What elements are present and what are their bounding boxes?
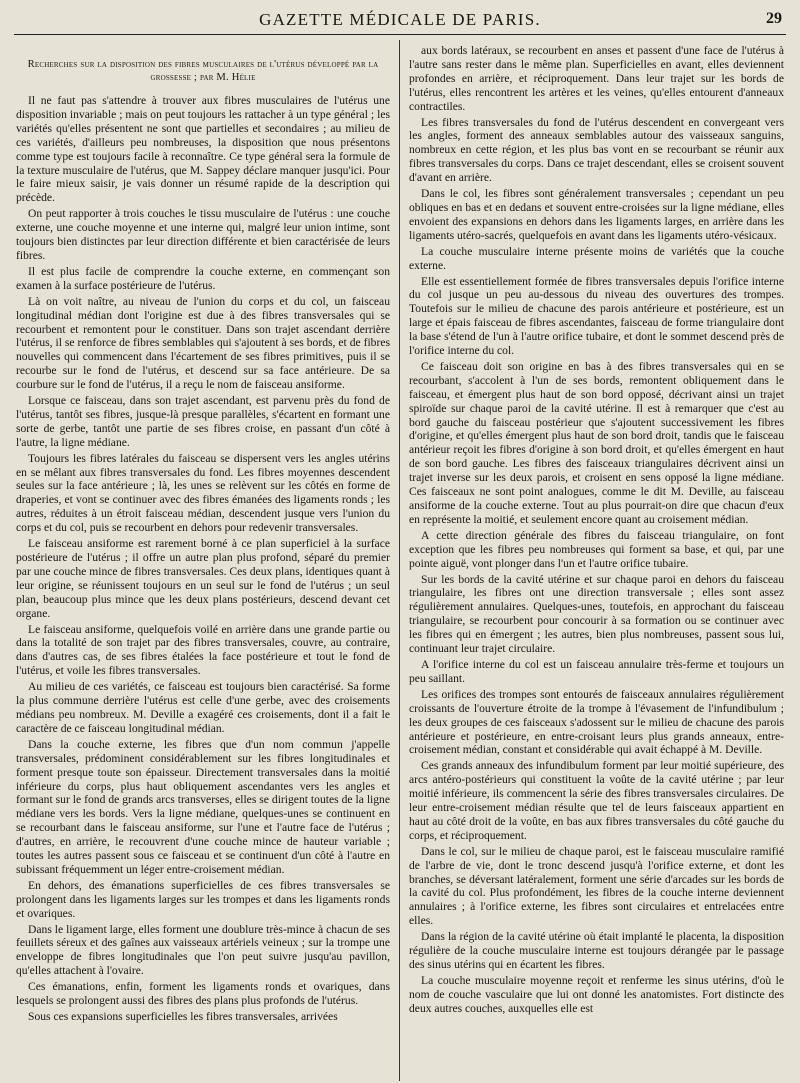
left-column [16, 44, 390, 1081]
paragraph: Sur les bords de la cavité utérine et sur chaque paroi en dehors du faisceau triangulaire, les fibres ont une direction transversale ; elles sont assez régulièrement annulaires. Quelques-unes, toutefois, en approchant du faisceau triangulaire, se recourbent pour concourir à sa formation ou se continuer avec les fibres qui en émergent ; les autres, bien plus nombreuses, passent sous lui, continuant leur trajet circulaire. [409, 572, 784, 656]
paragraph: A cette direction générale des fibres du faisceau triangulaire, on font exception que les fibres peu nombreuses qui forment sa base, et qui, par une pointe aiguë, vont plonger dans l'un et l'autre orifice tubaire. [409, 528, 784, 570]
paragraph: En dehors, des émanations superficielles de ces fibres transversales se prolongent dans les ligaments larges sur les trompes et dans les ligaments ronds et ovariques. [16, 878, 390, 920]
paragraph: Dans le col, les fibres sont généralement transversales ; cependant un peu obliques en bas et en dedans et souvent entre-croisées sur la ligne médiane, elles envoient des expansions en dehors dans les ligaments larges, en arrière dans les ligaments utéro-sacrés, quelquefois en avant dans les ligaments utéro-vésicaux. [409, 187, 784, 242]
column-divider [399, 40, 400, 1081]
paragraph: Toujours les fibres latérales du faisceau se dispersent vers les angles utérins en se mêlant aux fibres transversales du fond. Les fibres moyennes descendent seules sur la face antérieure ; là, les unes se relèvent sur les côtés en forme de draperies, et vont se continuer avec des fibres émanées des ligaments ronds ; les autres, réduites à un étroit faisceau médian, descendent jusque vers l'union du corps et du col, puis se recourbent en dehors pour redevenir transversales. [16, 451, 390, 535]
paragraph: A l'orifice interne du col est un faisceau annulaire très-ferme et toujours un peu saillant. [409, 657, 784, 685]
paragraph: Dans la couche externe, les fibres que d'un nom commun j'appelle transversales, prédominent considérablement sur les fibres longitudinales et forment presque toute son épaisseur. Directement transversales dans la moitié inférieure du corps, plus haut obliquement ascendantes vers les angles et formant sur le fond de grands arcs transverses, elles se dirigent toutes de la ligne médiane vers les bords. Vers la ligne médiane, quelques-unes se continuent en se recourbant dans le faisceau ansiforme, sur l'une et l'autre face de l'utérus ; d'autres, en arrière, le recouvrent d'une couche mince de hauteur variable ; toutes les autres passent sous ce faisceau et se continuent d'un côté à l'autre en subissant fréquemment un léger entre-croisement médian. [16, 737, 390, 876]
paragraph: Le faisceau ansiforme est rarement borné à ce plan superficiel à la surface postérieure de l'utérus ; il offre un autre plan plus profond, séparé du premier par une couche mince de fibres transversales. Ces deux plans, identiques quant à leur origine, se réunissent toujours en un seul sur le fond de l'utérus ; un seul plan, beaucoup plus mince que les deux plans postérieurs, descend devant cet organe. [16, 537, 390, 620]
paragraph: Elle est essentiellement formée de fibres transversales depuis l'orifice interne du col jusque un peu au-dessous du niveau des ouvertures des trompes. Toutefois sur le milieu de chacune des parois antérieure et postérieure, est un large et épais faisceau de fibres ascendantes, faisceau de forme triangulaire dont la base s'étend de l'un à l'autre orifice tubaire, et dont le sommet descend près de l'orifice interne du col. [409, 274, 784, 358]
paragraph: Dans le ligament large, elles forment une doublure très-mince à chacun de ses feuillets séreux et des gaînes aux vaisseaux artériels veineux ; sur la trompe une enveloppe de fibres longitudinales que l'on peut suivre jusqu'au pavillon, qu'elles attachent à l'ovaire. [16, 922, 390, 978]
article-title: Recherches sur la disposition des fibres musculaires de l'utérus développé par la grossesse ; par M. Hélie [27, 59, 379, 83]
paragraph: On peut rapporter à trois couches le tissu musculaire de l'utérus : une couche externe, une couche moyenne et une interne qui, malgré leur union intime, sont toujours bien distinctes par leur direction différente et bien caractérisée de leurs fibres. [16, 207, 390, 262]
paragraph: aux bords latéraux, se recourbent en anses et passent d'une face de l'utérus à l'autre sans rester dans le même plan. Superficielles en avant, elles deviennent profondes en arrière, et réciproquement. Dans leur trajet sur les bords de l'utérus, elles rencontrent les artères et les veines, qu'elles entourent d'anneaux contractiles. [409, 44, 784, 113]
paragraph: Dans la région de la cavité utérine où était implanté le placenta, la disposition régulière de la couche musculaire interne est toujours dérangée par le passage des sinus utérins qui en écartent les fibres. [409, 930, 784, 971]
paragraph: Ces émanations, enfin, forment les ligaments ronds et ovariques, dans lesquels se prolongent aussi des fibres des plans plus profonds de l'utérus. [16, 980, 390, 1008]
paragraph: Il est plus facile de comprendre la couche externe, en commençant son examen à la surface postérieure de l'utérus. [16, 264, 390, 292]
page-number: 29 [766, 10, 782, 27]
paragraph: Les fibres transversales du fond de l'utérus descendent en convergeant vers les angles, forment des anneaux semblables autour des vaisseaux sanguins, nombreux en cette région, et les plus bas vont en se recourbant se réunir aux fibres transversales du corps. Dans ce trajet descendant, elles se croisent souvent d'avant en arrière. [409, 115, 784, 185]
page-header [14, 4, 786, 35]
paragraph: Les orifices des trompes sont entourés de faisceaux annulaires régulièrement croissants de l'ouverture étroite de la trompe à l'évasement de l'infundibulum ; les deux groupes de ces faisceaux s'adossent sur le milieu de chacune des parois antérieure et postérieure, en entre-croisant leurs plus grands anneaux, entre-croisement médian, constant et considérable qui avait échappé à M. Deville. [409, 687, 784, 757]
paragraph: Il ne faut pas s'attendre à trouver aux fibres musculaires de l'utérus une disposition invariable ; mais on peut toujours les rattacher à un type général ; les variétés qu'elles présentent ne sont que partielles et secondaires ; au milieu de ces variétés, d'ailleurs peu nombreuses, la disposition que nous présentons comme type est toujours facile à reconnaître. Ce type général sera la formule de la texture musculaire de l'utérus, que M. Sappey déclare manquer jusqu'ici. Pour le faire mieux saisir, je vais donner un résumé rapide de la description qui précède. [16, 94, 390, 205]
paragraph: Dans le col, sur le milieu de chaque paroi, est le faisceau musculaire ramifié de l'arbre de vie, dont le tronc descend jusqu'à l'orifice externe, et dont les branches, se déversant latéralement, forment une série d'arcades sur les bords de la cavité du col. Plus profondément, les fibres de la couche interne deviennent annulaires ; à l'orifice externe, les fibres sont circulaires et entrelacées entre elles. [409, 844, 784, 928]
paragraph: La couche musculaire moyenne reçoit et renferme les sinus utérins, d'où le nom de couche vasculaire que lui ont donné les anatomistes. Fort distincte des deux autres couches, auxquelles elle est [409, 973, 784, 1015]
right-paragraphs [409, 44, 784, 1016]
right-column [409, 44, 784, 1081]
paragraph: Le faisceau ansiforme, quelquefois voilé en arrière dans une grande partie ou dans la totalité de son trajet par des fibres transversales, couvre, au contraire, dans d'autres cas, de ses fibres étalées la face postérieure et tout le fond de l'utérus, et voile les fibres transversales. [16, 622, 390, 678]
paragraph: Ce faisceau doit son origine en bas à des fibres transversales qui en se recourbant, s'accolent à l'un de ses bords, remontent obliquement dans le faisceau, et émergent plus haut de son bord opposé, décrivant ainsi un trajet spiroïde sur chaque paroi de la cavité utérine. Il est à remarquer que c'est au bord gauche du faisceau postérieur que s'ajoutent successivement les fibres d'origine, et qu'elles émergent plus haut de son bord droit, tandis que le faisceau antérieur reçoit les fibres d'origine à son bord droit, et qu'elles émergent en haut de son bord gauche. Les fibres des faisceaux triangulaires décrivent ainsi un trajet inverse sur les deux parois, et croisent en sens opposé la ligne médiane. Ces faisceaux ne sont point analogues, comme le dit M. Deville, au faisceau ansiforme de la couche externe. Tout au plus pourrait-on dire que chacun d'eux en représente la moitié, et seulement encore quant au croisement médian. [409, 359, 784, 526]
paragraph: La couche musculaire interne présente moins de variétés que la couche externe. [409, 244, 784, 272]
paragraph: Sous ces expansions superficielles les fibres transversales, arrivées [28, 1010, 338, 1023]
journal-title: GAZETTE MÉDICALE DE PARIS. [259, 10, 541, 29]
paragraph: Ces grands anneaux des infundibulum forment par leur moitié supérieure, des arcs antéro-postérieurs qui constituent la voûte de la cavité utérine ; par leur moitié inférieure, ils commencent la série des fibres transversales circulaires. De leur entre-croisement médian résulte que tel de leurs faisceaux appartient en haut au côté droit de la voûte, en bas aux fibres transversales du côté gauche du corps, et réciproquement. [409, 759, 784, 842]
paragraph: Là on voit naître, au niveau de l'union du corps et du col, un faisceau longitudinal médian dont l'origine est due à des fibres transversales qui se recourbent et remontent pour le constituer. Dans son trajet ascendant derrière l'utérus, il se renforce de fibres semblables qui s'ajoutent à ses bords, et de fibres nouvelles qui commencent dans l'écartement de ses fibres primitives, puis il se recourbe sur le fond de l'utérus, et descend sur sa face antérieure. De sa courbure sur le fond de l'utérus, il a reçu le nom de faisceau ansiforme. [16, 294, 390, 392]
paragraph: Au milieu de ces variétés, ce faisceau est toujours bien caractérisé. Sa forme la plus commune derrière l'utérus est celle d'une gerbe, avec des croisements médians peu nombreux. M. Deville a exagéré ces croisements, dont il a fait le caractère de ce faisceau longitudinal médian. [16, 680, 390, 735]
left-paragraphs [16, 94, 390, 1024]
paragraph: Lorsque ce faisceau, dans son trajet ascendant, est parvenu près du fond de l'utérus, tantôt ses fibres, jusque-là presque parallèles, s'écartent en formant une sorte de gerbe, tantôt une partie de ses fibres croise, en passant d'un côté à l'autre, la ligne médiane. [16, 394, 390, 449]
